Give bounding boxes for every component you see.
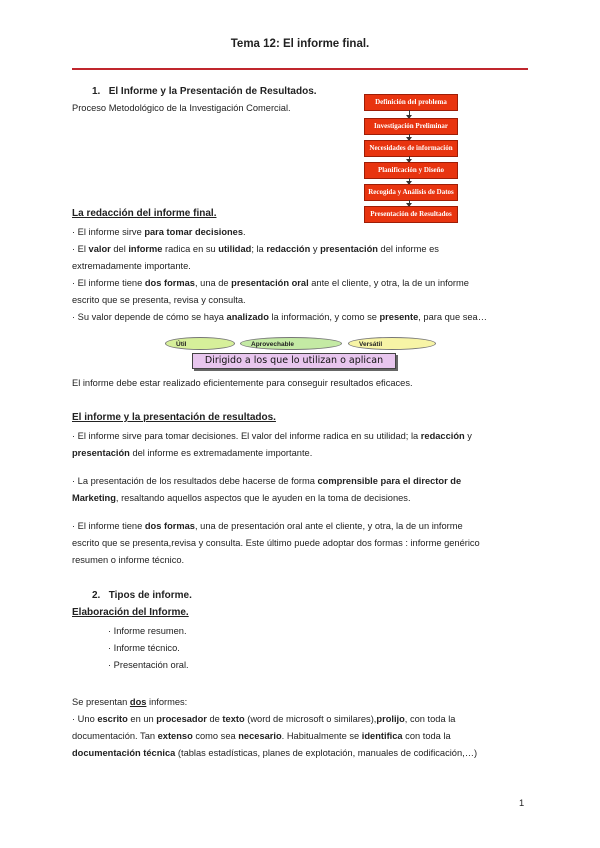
section-2-number: 2.: [92, 590, 101, 601]
list-item: · Informe resumen.: [108, 626, 187, 636]
text-line: documentación técnica (tablas estadísticas, planes de explotación, manuales de codificación,…): [72, 748, 478, 758]
flow-step-2: Investigación Preliminar: [364, 118, 458, 135]
ellipse-aprovechable: Aprovechable: [240, 337, 342, 350]
presentacion-paragraph-3: [72, 518, 532, 569]
section-2-title: Tipos de informe.: [108, 590, 192, 601]
text-line: · El informe tiene dos formas, una de presentación oral ante el cliente, y otra, la de un informe: [72, 521, 463, 531]
efficiency-note: El informe debe estar realizado eficientemente para conseguir resultados eficaces.: [72, 378, 413, 388]
text-line: escrito que se presenta, revisa y consulta.: [72, 295, 246, 305]
text-line: escrito que se presenta,revisa y consulta. Este último puede adoptar dos formas : informe genérico: [72, 538, 480, 548]
redaccion-paragraph: [72, 224, 532, 326]
section-2-heading: [92, 590, 192, 601]
list-item: · Presentación oral.: [108, 660, 189, 670]
text-line: Se presentan dos informes:: [72, 697, 188, 707]
flow-step-1: Definición del problema: [364, 94, 458, 111]
text-line: extremadamente importante.: [72, 261, 191, 271]
flow-step-3: Necesidades de información: [364, 140, 458, 157]
elaboracion-heading: Elaboración del Informe.: [72, 607, 189, 618]
section-1-title: El Informe y la Presentación de Resultados.: [108, 86, 317, 97]
page-title: Tema 12: El informe final.: [230, 38, 370, 50]
presentacion-paragraph-2: [72, 473, 532, 507]
flow-step-5: Recogida y Análisis de Datos: [364, 184, 458, 201]
text-line: · El informe tiene dos formas, una de presentación oral ante el cliente, y otra, la de un informe: [72, 278, 469, 288]
redaccion-heading: La redacción del informe final.: [72, 208, 217, 219]
report-type-list: [108, 623, 189, 674]
presentacion-heading: El informe y la presentación de resultados.: [72, 412, 276, 423]
closing-paragraph: [72, 694, 532, 762]
ellipse-util: Útil: [165, 337, 235, 350]
text-line: · La presentación de los resultados debe hacerse de forma comprensible para el director de: [72, 476, 462, 486]
section-1-number: 1.: [92, 86, 101, 97]
section-1-subtitle: Proceso Metodológico de la Investigación Comercial.: [72, 103, 291, 113]
text-line: · Uno escrito en un procesador de texto (word de microsoft o similares),prolijo, con toda la: [72, 714, 456, 724]
text-line: documentación. Tan extenso como sea necesario. Habitualmente se identifica con toda la: [72, 731, 451, 741]
text-line: · El valor del informe radica en su utilidad; la redacción y presentación del informe es: [72, 244, 439, 254]
text-line: · El informe sirve para tomar decisiones.: [72, 227, 246, 237]
flow-step-4: Planificación y Diseño: [364, 162, 458, 179]
text-line: resumen o informe técnico.: [72, 555, 185, 565]
text-line: presentación del informe es extremadamente importante.: [72, 448, 313, 458]
flow-step-6: Presentación de Resultados: [364, 206, 458, 223]
section-1-heading: [92, 86, 317, 97]
text-line: Marketing, resaltando aquellos aspectos que le ayuden en la toma de decisiones.: [72, 493, 411, 503]
title-divider: [72, 68, 528, 70]
text-line: · El informe sirve para tomar decisiones. El valor del informe radica en su utilidad; la redacción y: [72, 431, 472, 441]
ellipse-versatil: Versátil: [348, 337, 436, 350]
text-line: · Su valor depende de cómo se haya analizado la información, y como se presente, para que sea…: [72, 312, 487, 322]
page-number: 1: [519, 798, 525, 808]
presentacion-paragraph-1: [72, 428, 532, 462]
list-item: · Informe técnico.: [108, 643, 180, 653]
diagram-banner: Dirigido a los que lo utilizan o aplican: [192, 353, 396, 369]
